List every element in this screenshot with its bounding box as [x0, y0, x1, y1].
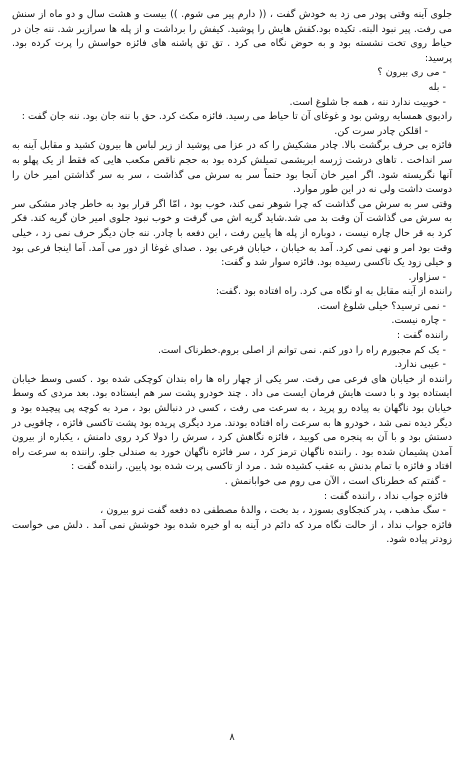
dialogue-line: - سگ مذهب ، پدر کنجکاوی بسوزد ، بد بخت ، والدهٔ مصطفی ده دفعه گفت نرو بیرون ، [100, 505, 446, 517]
dialogue-line: - بله [428, 81, 446, 93]
page-number: ۸ [229, 732, 235, 743]
paragraph: فائزه جواب نداد ، راننده گفت : [323, 490, 448, 502]
dialogue-line: - عیبی ندارد. [394, 359, 446, 371]
dialogue-line: - می ری بیرون ؟ [377, 67, 446, 79]
paragraph: راننده گفت : [396, 330, 448, 342]
dialogue-line: - چاره نیست. [391, 315, 446, 327]
dialogue-line: - سزاوار. [408, 271, 446, 283]
dialogue-line: - نمی ترسید؟ خیلی شلوغ است. [316, 300, 446, 312]
paragraph: فائزه بی حرف برگشت بالا. چادر مشکیش را که در عزا می پوشید از زیر لباس ها بیرون کشید و مقابل آینه به سر انداخت . تاهای درشت ژرسه ابریشمی تمیلش کرده بود به حجم ناقص مکعب هایی که فقط از یک پهلو به آنها نگریسته شود. اگر امیر خان آنجا بود حتماً سر به سرش می گذاشت ، سر به سر گذاشتن امیر خان را دوست داشت ولی نه در این طور موارد. [12, 140, 452, 196]
paragraph: فائزه جواب نداد ، از حالت نگاه مرد که دائم در آینه به او خیره شده بود خوشش نمی آمد . دلش می خواست زودتر پیاده شود. [12, 519, 452, 546]
paragraph: وقتی سر به سرش می گذاشت که چرا شوهر نمی کند، خوب بود ، امّا اگر قرار بود به خاطر چادر مشکی سر به سرش می گذاشت آن وقت بد می شد.شاید گریه اش می گرفت و خوب نبود جلوی امیر خان گریه کند. فکر کرد به قر حال چاره نیست ، دوباره از پله ها پایین رفت ، این دفعه با چادر. ننه جان دیگر حرف نمی زد ، خیلی وقت بود امر و نهی نمی کرد. آمد به خیابان ، خیابان فرعی بود . صدای غوغا از دور می آمد. آما اینجا فرعی بود و خیلی زود یک تاکسی رسیده بود. فائزه سوار شد و گفت: [12, 198, 452, 269]
dialogue-line: - خوبیت ندارد ننه ، همه جا شلوغ است. [289, 96, 446, 108]
paragraph: جلوی آینه وقتی پودر می زد به خودش گفت ، (( دارم پیر می شوم. )) بیست و هشت سال و دو ماه از سنش می رفت. پیر نبود البته. تکیده بود.کفش هایش را پوشید. کیفش را برداشت و از پله ها سرازیر شد. ننه جان در حیاط روی تخت نشسته بود و به حوض نگاه می کرد . تق تق پاشنه های فائزه حواسش را پرت کرده بود. پرسید: [12, 9, 452, 64]
paragraph: راننده از خیابان های فرعی می رفت. سر یکی از چهار راه ها راه بندان کوچکی شده بود . کسی وسط خیابان ایستاده بود و با دست هایش فرمان ایست می داد . چند خودرو پشت سر هم ایستاده بود. بعد مردی که وسط خیابان بود ناگهان به پیاده رو پرید ، به سرعت می رفت ، کسی در دنبالش بود ، مرد به کوچه پی پیچیده بود و دیگر دیده نمی شد ، خودرو ها به سرعت راه افتاده بودند. مرد دیگری پریده بود پشت تاکسی فائزه ، چاقویی در دستش بود و با آن به پنجره می کوبید ، فائزه نگاهش کرد ، سرش را دولا کرد روی دامنش ، یکباره از بیرون آمدن پشیمان شده بود . راننده ناگهان ترمز کرد ، سر فائزه ناگهان خورد به صندلی جلو. راننده به سرعت راه افتاد و فائزه با تمام بدنش به عقب کشیده شد . مرد از تاکسی پرت شده بود پایین. راننده گفت : [12, 373, 452, 473]
paragraph: رادیوی همسایه روشن بود و غوغای آن تا حیاط می رسید. فائزه مکث کرد. حق با ننه جان بود. ننه جان گفت : [21, 111, 452, 123]
dialogue-line: - گفتم که خطرناک است ، الآن می روم می خوابانمش . [224, 476, 446, 487]
dialogue-line: - یک کم مجبورم راه را دور کنم. نمی توانم از اصلی بروم.خطرناک است. [157, 344, 446, 356]
paragraph: راننده از آینه مقابل به او نگاه می کرد. راه افتاده بود .گفت: [215, 286, 452, 298]
story-text [12, 8, 452, 548]
dialogue-line: - اقلکن چادر سرت کن. [334, 125, 428, 137]
